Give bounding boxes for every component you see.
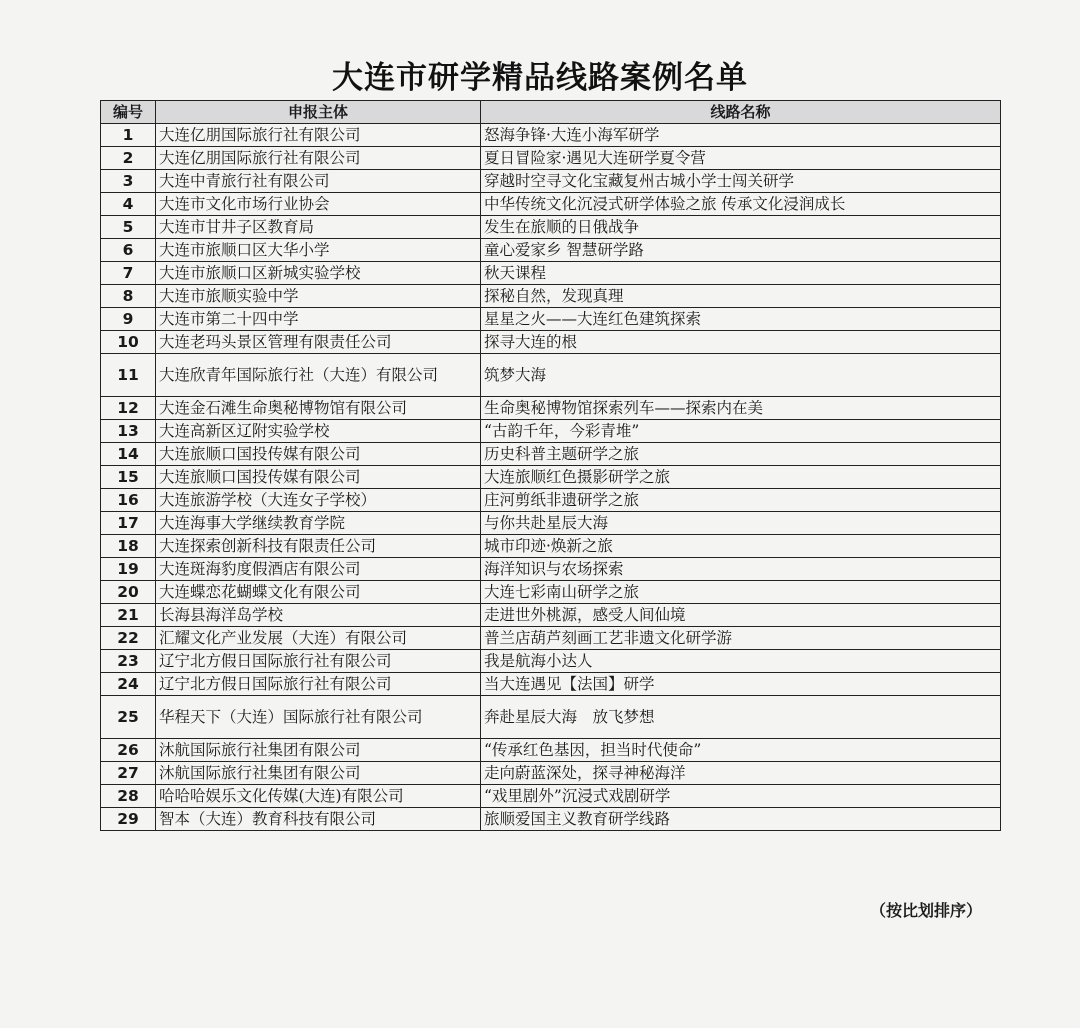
row-route: 城市印迹·焕新之旅 [481, 535, 1001, 558]
row-route: “传承红色基因，担当时代使命” [481, 739, 1001, 762]
row-number: 9 [101, 308, 156, 331]
row-applicant: 华程天下（大连）国际旅行社有限公司 [156, 696, 481, 739]
row-route: 海洋知识与农场探索 [481, 558, 1001, 581]
row-applicant: 大连市旅顺口区新城实验学校 [156, 262, 481, 285]
table-row [101, 808, 1001, 831]
table-row [101, 650, 1001, 673]
table-row [101, 739, 1001, 762]
row-applicant: 哈哈哈娱乐文化传媒(大连)有限公司 [156, 785, 481, 808]
row-route: 筑梦大海 [481, 354, 1001, 397]
table-row [101, 489, 1001, 512]
row-route: 大连七彩南山研学之旅 [481, 581, 1001, 604]
row-route: 探秘自然，发现真理 [481, 285, 1001, 308]
row-number: 29 [101, 808, 156, 831]
row-number: 15 [101, 466, 156, 489]
row-applicant: 汇耀文化产业发展（大连）有限公司 [156, 627, 481, 650]
table-row [101, 124, 1001, 147]
table-header-row [101, 101, 1001, 124]
row-applicant: 大连欣青年国际旅行社（大连）有限公司 [156, 354, 481, 397]
row-number: 24 [101, 673, 156, 696]
row-number: 11 [101, 354, 156, 397]
row-route: “戏里剧外”沉浸式戏剧研学 [481, 785, 1001, 808]
table-row [101, 604, 1001, 627]
row-number: 7 [101, 262, 156, 285]
table-row [101, 285, 1001, 308]
column-header-applicant: 申报主体 [156, 101, 481, 124]
table-row [101, 466, 1001, 489]
table-row [101, 535, 1001, 558]
row-route: 普兰店葫芦刻画工艺非遗文化研学游 [481, 627, 1001, 650]
row-number: 20 [101, 581, 156, 604]
row-applicant: 大连旅顺口国投传媒有限公司 [156, 443, 481, 466]
row-applicant: 大连探索创新科技有限责任公司 [156, 535, 481, 558]
sort-note: （按比划排序） [870, 901, 983, 920]
row-route: 生命奥秘博物馆探索列车——探索内在美 [481, 397, 1001, 420]
table-row [101, 193, 1001, 216]
row-route: 与你共赴星辰大海 [481, 512, 1001, 535]
row-route: 我是航海小达人 [481, 650, 1001, 673]
row-applicant: 沐航国际旅行社集团有限公司 [156, 739, 481, 762]
row-applicant: 大连蝶恋花蝴蝶文化有限公司 [156, 581, 481, 604]
row-route: 历史科普主题研学之旅 [481, 443, 1001, 466]
table-row [101, 308, 1001, 331]
row-applicant: 大连高新区辽附实验学校 [156, 420, 481, 443]
table-row [101, 762, 1001, 785]
row-route: 当大连遇见【法国】研学 [481, 673, 1001, 696]
column-header-number: 编号 [101, 101, 156, 124]
row-applicant: 大连斑海豹度假酒店有限公司 [156, 558, 481, 581]
row-route: 奔赴星辰大海 放飞梦想 [481, 696, 1001, 739]
row-number: 13 [101, 420, 156, 443]
row-applicant: 智本（大连）教育科技有限公司 [156, 808, 481, 831]
row-number: 27 [101, 762, 156, 785]
row-applicant: 大连老玛头景区管理有限责任公司 [156, 331, 481, 354]
row-route: 夏日冒险家·遇见大连研学夏令营 [481, 147, 1001, 170]
table-row [101, 673, 1001, 696]
row-route: 发生在旅顺的日俄战争 [481, 216, 1001, 239]
table-row [101, 443, 1001, 466]
row-number: 1 [101, 124, 156, 147]
table-row [101, 512, 1001, 535]
row-route: 中华传统文化沉浸式研学体验之旅 传承文化浸润成长 [481, 193, 1001, 216]
row-applicant: 大连亿朋国际旅行社有限公司 [156, 124, 481, 147]
table-row [101, 581, 1001, 604]
table-row [101, 558, 1001, 581]
table-row [101, 170, 1001, 193]
row-number: 19 [101, 558, 156, 581]
row-number: 3 [101, 170, 156, 193]
row-applicant: 大连亿朋国际旅行社有限公司 [156, 147, 481, 170]
table-row [101, 239, 1001, 262]
row-number: 22 [101, 627, 156, 650]
row-applicant: 辽宁北方假日国际旅行社有限公司 [156, 673, 481, 696]
row-route: 星星之火——大连红色建筑探索 [481, 308, 1001, 331]
row-route: 走进世外桃源，感受人间仙境 [481, 604, 1001, 627]
row-number: 28 [101, 785, 156, 808]
table-row [101, 397, 1001, 420]
row-number: 8 [101, 285, 156, 308]
row-applicant: 大连市旅顺口区大华小学 [156, 239, 481, 262]
row-applicant: 长海县海洋岛学校 [156, 604, 481, 627]
row-number: 2 [101, 147, 156, 170]
table-row [101, 420, 1001, 443]
row-route: 探寻大连的根 [481, 331, 1001, 354]
row-number: 6 [101, 239, 156, 262]
table-row [101, 785, 1001, 808]
table-row [101, 696, 1001, 739]
row-number: 17 [101, 512, 156, 535]
row-applicant: 大连中青旅行社有限公司 [156, 170, 481, 193]
row-route: 穿越时空寻文化宝藏复州古城小学士闯关研学 [481, 170, 1001, 193]
row-applicant: 大连市甘井子区教育局 [156, 216, 481, 239]
row-number: 5 [101, 216, 156, 239]
row-number: 14 [101, 443, 156, 466]
row-number: 4 [101, 193, 156, 216]
row-route: 庄河剪纸非遗研学之旅 [481, 489, 1001, 512]
row-route: “古韵千年，今彩青堆” [481, 420, 1001, 443]
row-applicant: 辽宁北方假日国际旅行社有限公司 [156, 650, 481, 673]
table-row [101, 331, 1001, 354]
row-applicant: 大连市旅顺实验中学 [156, 285, 481, 308]
row-route: 怒海争锋·大连小海军研学 [481, 124, 1001, 147]
row-number: 23 [101, 650, 156, 673]
row-number: 18 [101, 535, 156, 558]
row-applicant: 大连海事大学继续教育学院 [156, 512, 481, 535]
row-number: 16 [101, 489, 156, 512]
row-route: 秋天课程 [481, 262, 1001, 285]
row-number: 12 [101, 397, 156, 420]
row-applicant: 大连市第二十四中学 [156, 308, 481, 331]
row-applicant: 大连旅顺口国投传媒有限公司 [156, 466, 481, 489]
table-row [101, 627, 1001, 650]
row-applicant: 大连市文化市场行业协会 [156, 193, 481, 216]
row-number: 26 [101, 739, 156, 762]
row-route: 旅顺爱国主义教育研学线路 [481, 808, 1001, 831]
case-list-table [100, 100, 1001, 831]
column-header-route: 线路名称 [481, 101, 1001, 124]
row-route: 大连旅顺红色摄影研学之旅 [481, 466, 1001, 489]
table-row [101, 147, 1001, 170]
row-route: 童心爱家乡 智慧研学路 [481, 239, 1001, 262]
table-row [101, 262, 1001, 285]
row-number: 25 [101, 696, 156, 739]
row-applicant: 沐航国际旅行社集团有限公司 [156, 762, 481, 785]
row-applicant: 大连金石滩生命奥秘博物馆有限公司 [156, 397, 481, 420]
row-route: 走向蔚蓝深处，探寻神秘海洋 [481, 762, 1001, 785]
table-body [101, 124, 1001, 831]
table-row [101, 354, 1001, 397]
row-number: 21 [101, 604, 156, 627]
row-number: 10 [101, 331, 156, 354]
page-title: 大连市研学精品线路案例名单 [332, 60, 748, 96]
table-row [101, 216, 1001, 239]
row-applicant: 大连旅游学校（大连女子学校） [156, 489, 481, 512]
